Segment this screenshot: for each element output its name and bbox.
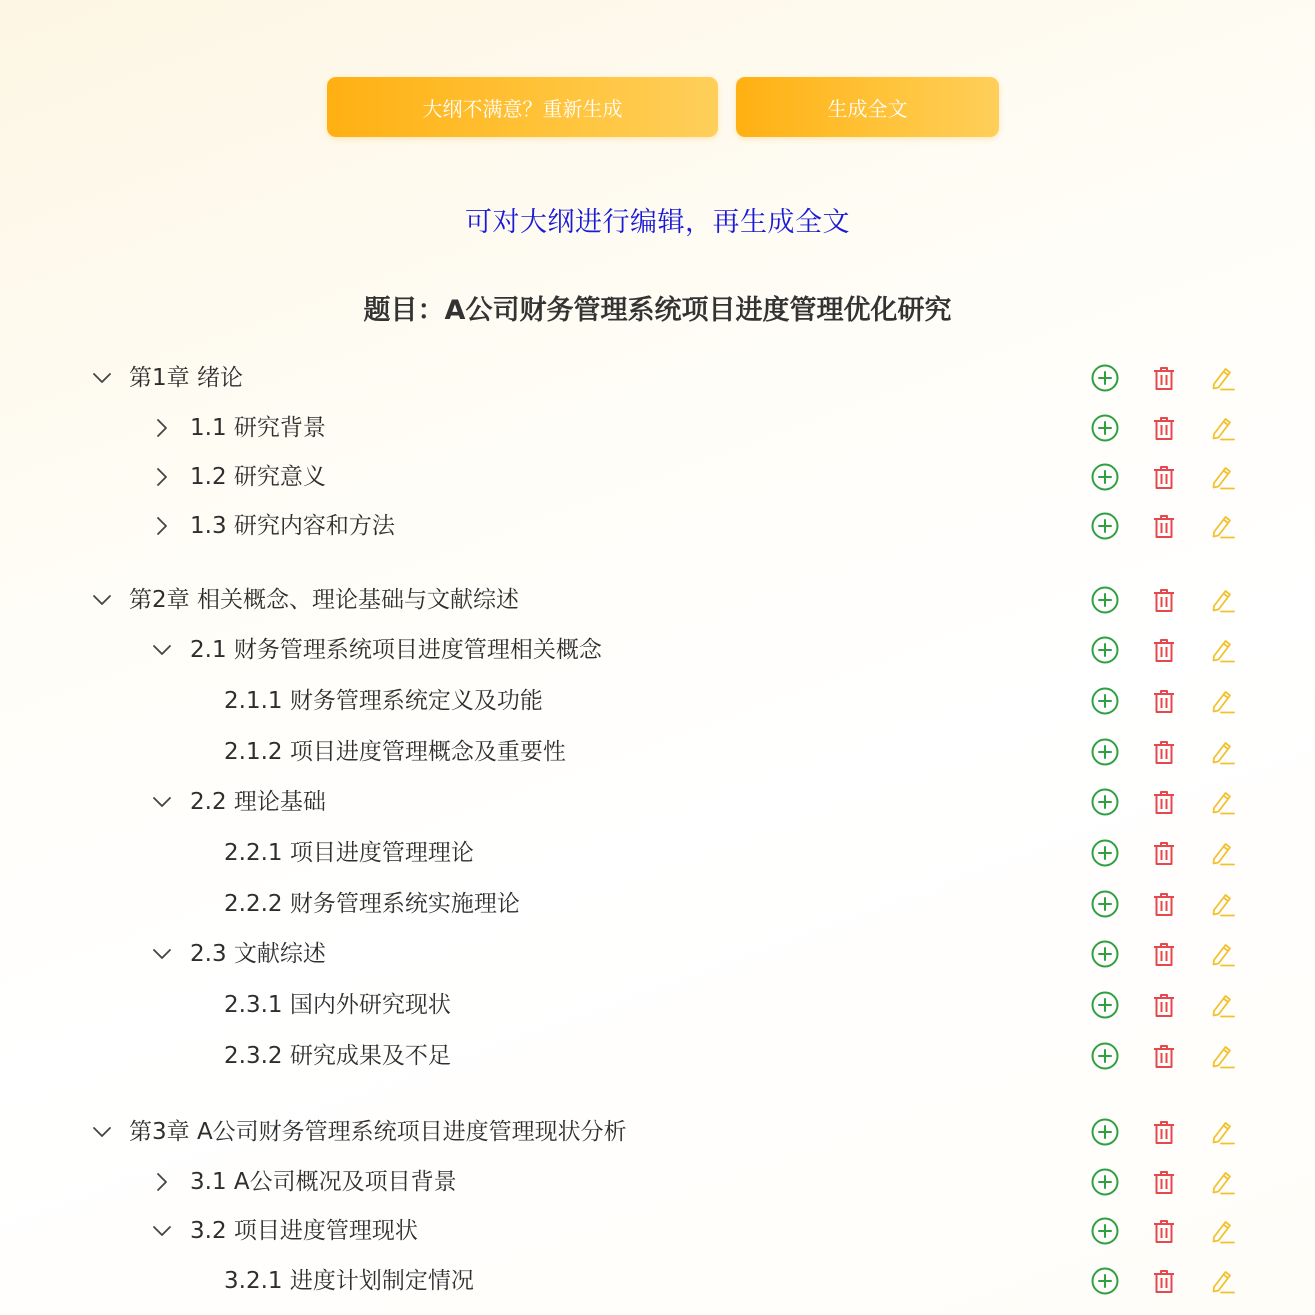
edit-hint: 可对大纲进行编辑，再生成全文 (465, 207, 850, 238)
trash-icon[interactable] (1149, 363, 1179, 393)
chevron-right-icon[interactable] (150, 416, 174, 440)
pencil-icon[interactable] (1207, 413, 1237, 443)
trash-icon[interactable] (1149, 1167, 1179, 1197)
pencil-icon[interactable] (1207, 1041, 1237, 1071)
plus-circle-icon[interactable] (1090, 363, 1120, 393)
plus-circle-icon[interactable] (1090, 413, 1120, 443)
outline-row-level-3[interactable] (0, 732, 1315, 772)
outline-row-level-1[interactable] (0, 358, 1315, 398)
outline-item-label: 1.2 研究意义 (190, 464, 326, 490)
outline-row-level-3[interactable] (0, 1036, 1315, 1076)
chevron-down-icon[interactable] (90, 366, 114, 390)
chevron-down-icon[interactable] (150, 790, 174, 814)
outline-row-level-2[interactable] (0, 506, 1315, 546)
outline-item-label: 3.2 项目进度管理现状 (190, 1218, 418, 1244)
plus-circle-icon[interactable] (1090, 787, 1120, 817)
outline-item-label: 2.3 文献综述 (190, 941, 326, 967)
plus-circle-icon[interactable] (1090, 1216, 1120, 1246)
pencil-icon[interactable] (1207, 889, 1237, 919)
outline-item-label: 2.3.1 国内外研究现状 (224, 992, 451, 1018)
outline-row-level-3[interactable] (0, 833, 1315, 873)
pencil-icon[interactable] (1207, 462, 1237, 492)
trash-icon[interactable] (1149, 1216, 1179, 1246)
trash-icon[interactable] (1149, 462, 1179, 492)
outline-item-label: 2.2.1 项目进度管理理论 (224, 840, 474, 866)
trash-icon[interactable] (1149, 1041, 1179, 1071)
trash-icon[interactable] (1149, 413, 1179, 443)
trash-icon[interactable] (1149, 889, 1179, 919)
pencil-icon[interactable] (1207, 737, 1237, 767)
plus-circle-icon[interactable] (1090, 838, 1120, 868)
trash-icon[interactable] (1149, 635, 1179, 665)
trash-icon[interactable] (1149, 686, 1179, 716)
outline-item-label: 2.1 财务管理系统项目进度管理相关概念 (190, 637, 602, 663)
outline-row-level-2[interactable] (0, 630, 1315, 670)
generate-full-text-button[interactable]: 生成全文 (736, 77, 999, 137)
top-actions (0, 77, 1315, 139)
outline-row-level-2[interactable] (0, 934, 1315, 974)
chevron-down-icon[interactable] (150, 1219, 174, 1243)
outline-row-level-3[interactable] (0, 985, 1315, 1025)
chevron-down-icon[interactable] (150, 942, 174, 966)
outline-item-label: 1.1 研究背景 (190, 415, 326, 441)
outline-row-level-2[interactable] (0, 1211, 1315, 1251)
trash-icon[interactable] (1149, 787, 1179, 817)
pencil-icon[interactable] (1207, 1167, 1237, 1197)
plus-circle-icon[interactable] (1090, 585, 1120, 615)
pencil-icon[interactable] (1207, 635, 1237, 665)
plus-circle-icon[interactable] (1090, 737, 1120, 767)
chevron-down-icon[interactable] (90, 588, 114, 612)
pencil-icon[interactable] (1207, 686, 1237, 716)
outline-item-label: 2.1.1 财务管理系统定义及功能 (224, 688, 543, 714)
outline-item-label: 2.2.2 财务管理系统实施理论 (224, 891, 520, 917)
pencil-icon[interactable] (1207, 585, 1237, 615)
pencil-icon[interactable] (1207, 511, 1237, 541)
pencil-icon[interactable] (1207, 1266, 1237, 1296)
pencil-icon[interactable] (1207, 1216, 1237, 1246)
outline-row-level-3[interactable] (0, 1261, 1315, 1301)
outline-row-level-2[interactable] (0, 782, 1315, 822)
outline-item-label: 3.1 A公司概况及项目背景 (190, 1169, 457, 1195)
pencil-icon[interactable] (1207, 363, 1237, 393)
trash-icon[interactable] (1149, 990, 1179, 1020)
pencil-icon[interactable] (1207, 787, 1237, 817)
trash-icon[interactable] (1149, 737, 1179, 767)
outline-item-label: 2.1.2 项目进度管理概念及重要性 (224, 739, 566, 765)
trash-icon[interactable] (1149, 838, 1179, 868)
outline-row-level-3[interactable] (0, 884, 1315, 924)
chevron-right-icon[interactable] (150, 465, 174, 489)
trash-icon[interactable] (1149, 1266, 1179, 1296)
outline-row-level-3[interactable] (0, 681, 1315, 721)
plus-circle-icon[interactable] (1090, 1167, 1120, 1197)
outline-item-label: 2.3.2 研究成果及不足 (224, 1043, 451, 1069)
trash-icon[interactable] (1149, 585, 1179, 615)
regenerate-outline-button[interactable]: 大纲不满意？重新生成 (327, 77, 718, 137)
plus-circle-icon[interactable] (1090, 889, 1120, 919)
pencil-icon[interactable] (1207, 939, 1237, 969)
chevron-down-icon[interactable] (150, 638, 174, 662)
plus-circle-icon[interactable] (1090, 939, 1120, 969)
outline-item-label: 第3章 A公司财务管理系统项目进度管理现状分析 (129, 1119, 627, 1145)
plus-circle-icon[interactable] (1090, 511, 1120, 541)
plus-circle-icon[interactable] (1090, 1041, 1120, 1071)
outline-row-level-2[interactable] (0, 457, 1315, 497)
pencil-icon[interactable] (1207, 838, 1237, 868)
outline-row-level-2[interactable] (0, 1162, 1315, 1202)
chevron-right-icon[interactable] (150, 1170, 174, 1194)
outline-item-label: 1.3 研究内容和方法 (190, 513, 395, 539)
plus-circle-icon[interactable] (1090, 1266, 1120, 1296)
chevron-down-icon[interactable] (90, 1120, 114, 1144)
trash-icon[interactable] (1149, 1117, 1179, 1147)
outline-item-label: 第2章 相关概念、理论基础与文献综述 (129, 587, 519, 613)
outline-row-level-1[interactable] (0, 1112, 1315, 1152)
plus-circle-icon[interactable] (1090, 990, 1120, 1020)
outline-row-level-1[interactable] (0, 580, 1315, 620)
outline-row-level-2[interactable] (0, 408, 1315, 448)
outline-item-label: 第1章 绪论 (129, 365, 243, 391)
pencil-icon[interactable] (1207, 990, 1237, 1020)
plus-circle-icon[interactable] (1090, 1117, 1120, 1147)
chevron-right-icon[interactable] (150, 514, 174, 538)
plus-circle-icon[interactable] (1090, 635, 1120, 665)
page-title: 题目：A公司财务管理系统项目进度管理优化研究 (363, 295, 952, 326)
outline-item-label: 2.2 理论基础 (190, 789, 326, 815)
trash-icon[interactable] (1149, 939, 1179, 969)
plus-circle-icon[interactable] (1090, 462, 1120, 492)
trash-icon[interactable] (1149, 511, 1179, 541)
pencil-icon[interactable] (1207, 1117, 1237, 1147)
plus-circle-icon[interactable] (1090, 686, 1120, 716)
outline-item-label: 3.2.1 进度计划制定情况 (224, 1268, 474, 1294)
